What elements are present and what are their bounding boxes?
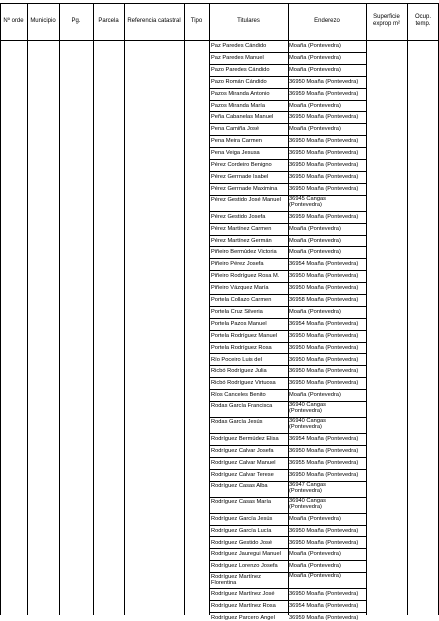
grid-vline <box>93 3 94 615</box>
grid-vline <box>0 3 1 615</box>
row-enderezo: Moaña (Pontevedra) <box>289 225 341 232</box>
row-enderezo: Moaña (Pontevedra) <box>289 54 341 61</box>
row-titular: Rodríguez Calvar Josefa <box>211 448 274 454</box>
row-enderezo: Moaña (Pontevedra) <box>289 573 341 580</box>
row-divider <box>209 282 366 283</box>
header-referencia-catastral: Referencia catastral <box>127 17 181 24</box>
row-titular: Rodríguez Gestido José <box>211 539 273 546</box>
row-titular: Rodríguez Jauregui Manuel <box>211 551 281 558</box>
row-titular: Pena Meira Carmen <box>211 138 262 145</box>
row-divider <box>209 600 366 601</box>
row-divider <box>209 365 366 366</box>
row-enderezo: 36950 Moaña (Pontevedra) <box>289 368 359 375</box>
row-divider <box>209 536 366 537</box>
row-titular: Peña Cabanelas Manuel <box>211 114 274 121</box>
row-divider <box>209 377 366 378</box>
grid-hline <box>0 40 439 41</box>
row-divider <box>209 445 366 446</box>
row-divider <box>209 235 366 236</box>
row-divider <box>209 76 366 77</box>
row-titular: Ricbó Rodríguez Julia <box>211 368 267 375</box>
row-titular: Portela Collazo Carmen <box>211 297 272 303</box>
row-divider <box>209 525 366 526</box>
row-divider <box>209 223 366 224</box>
row-titular: Pérez Martínez Carmen <box>211 225 272 232</box>
row-divider <box>209 100 366 101</box>
grid-vline <box>209 3 210 615</box>
row-enderezo: Moaña (Pontevedra) <box>289 102 341 109</box>
row-titular: Piñeiro Pérez Josefa <box>211 261 264 268</box>
row-divider <box>209 330 366 331</box>
row-titular: Rodríguez Lorenzo Josefa <box>211 563 278 570</box>
row-divider <box>209 294 366 295</box>
row-titular: Portela Cruz Silveria <box>211 308 263 315</box>
row-divider <box>209 135 366 136</box>
row-divider <box>209 612 366 613</box>
row-titular: Pazos Miranda María <box>211 102 266 109</box>
header-ocup-temp: Ocup. temp. <box>414 14 431 27</box>
row-titular: Rodas García Jesús <box>211 419 263 426</box>
row-enderezo: 36954 Moaña (Pontevedra) <box>289 436 359 443</box>
row-titular: Rodríguez Martínez Rosa <box>211 603 276 610</box>
row-enderezo: Moaña (Pontevedra) <box>289 392 341 399</box>
row-divider <box>209 183 366 184</box>
row-titular: Rodríguez Martínez José <box>211 591 275 598</box>
row-divider <box>209 389 366 390</box>
row-enderezo: 36947 Cangas (Pontevedra) <box>289 481 326 494</box>
row-enderezo: 36950 Moaña (Pontevedra) <box>289 332 359 339</box>
row-titular: Rodríguez García Jesús <box>211 515 273 522</box>
header-tipo: Tipo <box>190 17 203 24</box>
row-divider <box>209 111 366 112</box>
row-divider <box>209 171 366 172</box>
grid-vline <box>366 3 367 615</box>
row-enderezo: Moaña (Pontevedra) <box>289 308 341 315</box>
row-enderezo: Moaña (Pontevedra) <box>289 66 341 73</box>
row-titular: Pérez Gerrnade Maximina <box>211 185 278 192</box>
row-enderezo: Moaña (Pontevedra) <box>289 551 341 558</box>
row-enderezo: 36950 Moaña (Pontevedra) <box>289 185 359 192</box>
row-enderezo: 36950 Moaña (Pontevedra) <box>289 285 359 292</box>
row-enderezo: 36940 Cangas (Pontevedra) <box>289 418 326 431</box>
row-enderezo: 36950 Moaña (Pontevedra) <box>289 356 359 363</box>
row-titular: Paz Paredes Manuel <box>211 54 264 61</box>
row-titular: Pazo Román Cándido <box>211 78 267 85</box>
row-titular: Piñeiro Bermúdez Victoria <box>211 249 277 256</box>
row-divider <box>209 548 366 549</box>
row-titular: Paz Paredes Cándido <box>211 43 267 49</box>
row-titular: Portela Pazos Manuel <box>211 320 267 327</box>
row-titular: Rodríguez Calvar Manuel <box>211 459 276 466</box>
row-enderezo: 36950 Moaña (Pontevedra) <box>289 380 359 387</box>
row-enderezo: 36950 Moaña (Pontevedra) <box>289 471 359 478</box>
row-titular: Rodríguez García Lucía <box>211 527 272 534</box>
row-divider <box>209 270 366 271</box>
row-enderezo: Moaña (Pontevedra) <box>289 563 341 570</box>
row-enderezo: 36954 Moaña (Pontevedra) <box>289 320 359 327</box>
row-enderezo: 36958 Moaña (Pontevedra) <box>289 297 359 303</box>
row-enderezo: 36950 Moaña (Pontevedra) <box>289 114 359 121</box>
row-divider <box>209 246 366 247</box>
row-titular: Ríos Canceles Benito <box>211 392 266 399</box>
row-enderezo: 36950 Moaña (Pontevedra) <box>289 527 359 534</box>
row-divider <box>209 159 366 160</box>
row-divider <box>209 306 366 307</box>
row-titular: Pérez Cordeiro Benigno <box>211 162 272 168</box>
row-enderezo: 36940 Cangas (Pontevedra) <box>289 402 326 415</box>
row-enderezo: Moaña (Pontevedra) <box>289 249 341 256</box>
row-enderezo: 36954 Moaña (Pontevedra) <box>289 261 359 268</box>
row-titular: Pazos Miranda Antonio <box>211 90 270 97</box>
row-divider <box>209 318 366 319</box>
row-divider <box>209 588 366 589</box>
row-enderezo: 36950 Moaña (Pontevedra) <box>289 273 359 280</box>
row-enderezo: 36940 Cangas (Pontevedra) <box>289 497 326 510</box>
row-enderezo: Moaña (Pontevedra) <box>289 126 341 133</box>
grid-hline <box>0 3 439 4</box>
row-divider <box>209 123 366 124</box>
grid-vline <box>124 3 125 615</box>
header-pg: Pg. <box>71 17 81 24</box>
header-parcela: Parcela <box>98 17 119 24</box>
row-enderezo: Moaña (Pontevedra) <box>289 237 341 244</box>
row-titular: Pena Veiga Jesusa <box>211 150 260 157</box>
row-divider <box>209 353 366 354</box>
grid-vline <box>27 3 28 615</box>
row-enderezo: 36950 Moaña (Pontevedra) <box>289 138 359 145</box>
row-titular: Rodas García Francisca <box>211 403 273 410</box>
row-enderezo: 36950 Moaña (Pontevedra) <box>289 448 359 454</box>
row-enderezo: 36950 Moaña (Pontevedra) <box>289 591 359 598</box>
row-titular: Pérez Martínez Germán <box>211 237 272 244</box>
row-enderezo: 36945 Cangas (Pontevedra) <box>289 195 326 208</box>
grid-vline <box>407 3 408 615</box>
row-enderezo: 36950 Moaña (Pontevedra) <box>289 344 359 351</box>
row-divider <box>209 513 366 514</box>
row-divider <box>209 342 366 343</box>
row-enderezo: 36950 Moaña (Pontevedra) <box>289 78 359 85</box>
row-enderezo: 36950 Moaña (Pontevedra) <box>289 150 359 157</box>
grid-vline <box>59 3 60 615</box>
row-titular: Rodríguez Martínez Florentina <box>211 574 261 587</box>
row-titular: Rodríguez Bermúdez Elisa <box>211 436 279 443</box>
row-divider <box>209 52 366 53</box>
grid-vline <box>184 3 185 615</box>
row-titular: Portela Rodríguez Rosa <box>211 344 272 351</box>
row-titular: Rodríguez Casas Alba <box>211 482 268 489</box>
row-titular: Pérez Gerrnade Isabel <box>211 173 269 180</box>
row-enderezo: 36950 Moaña (Pontevedra) <box>289 539 359 546</box>
row-titular: Piñeiro Rodríguez Rosa M. <box>211 273 280 280</box>
row-divider <box>209 457 366 458</box>
header-enderezo: Enderezo <box>314 17 340 24</box>
row-titular: Rodríguez Calvar Terese <box>211 471 274 478</box>
row-enderezo: 36959 Moaña (Pontevedra) <box>289 90 359 97</box>
row-titular: Pena Camiña José <box>211 126 260 133</box>
row-enderezo: 36959 Moaña (Pontevedra) <box>289 213 359 220</box>
row-divider <box>209 258 366 259</box>
row-titular: Pérez Gestido Josefa <box>211 213 266 220</box>
row-enderezo: 36955 Moaña (Pontevedra) <box>289 459 359 466</box>
row-divider <box>209 88 366 89</box>
header-municipio: Municipio <box>30 17 56 24</box>
row-enderezo: 36954 Moaña (Pontevedra) <box>289 603 359 610</box>
row-titular: Portela Rodríguez Manuel <box>211 332 278 339</box>
row-titular: Río Poceiro Luis del <box>211 356 262 363</box>
row-titular: Pérez Gestido José Manuel <box>211 196 281 203</box>
row-divider <box>209 211 366 212</box>
row-divider <box>209 147 366 148</box>
row-titular: Rodríguez Casas María <box>211 498 272 505</box>
header-superficie: Superficie exprop m² <box>372 14 400 27</box>
row-enderezo: Moaña (Pontevedra) <box>289 515 341 522</box>
row-divider <box>209 433 366 434</box>
row-enderezo: 36959 Moaña (Pontevedra) <box>289 615 359 621</box>
row-titular: Rodríguez Parcero Ángel <box>211 615 275 621</box>
row-enderezo: 36950 Moaña (Pontevedra) <box>289 173 359 180</box>
row-enderezo: Moaña (Pontevedra) <box>289 43 341 49</box>
row-enderezo: 36950 Moaña (Pontevedra) <box>289 162 359 168</box>
header-titulares: Titulares <box>237 17 260 24</box>
row-divider <box>209 560 366 561</box>
row-titular: Ricbó Rodríguez Virtuosa <box>211 380 276 387</box>
row-titular: Pazo Paredes Cándido <box>211 66 270 73</box>
header-n-orde: Nº orde <box>3 17 24 24</box>
row-titular: Piñeiro Vázquez María <box>211 285 269 292</box>
row-divider <box>209 64 366 65</box>
row-divider <box>209 469 366 470</box>
